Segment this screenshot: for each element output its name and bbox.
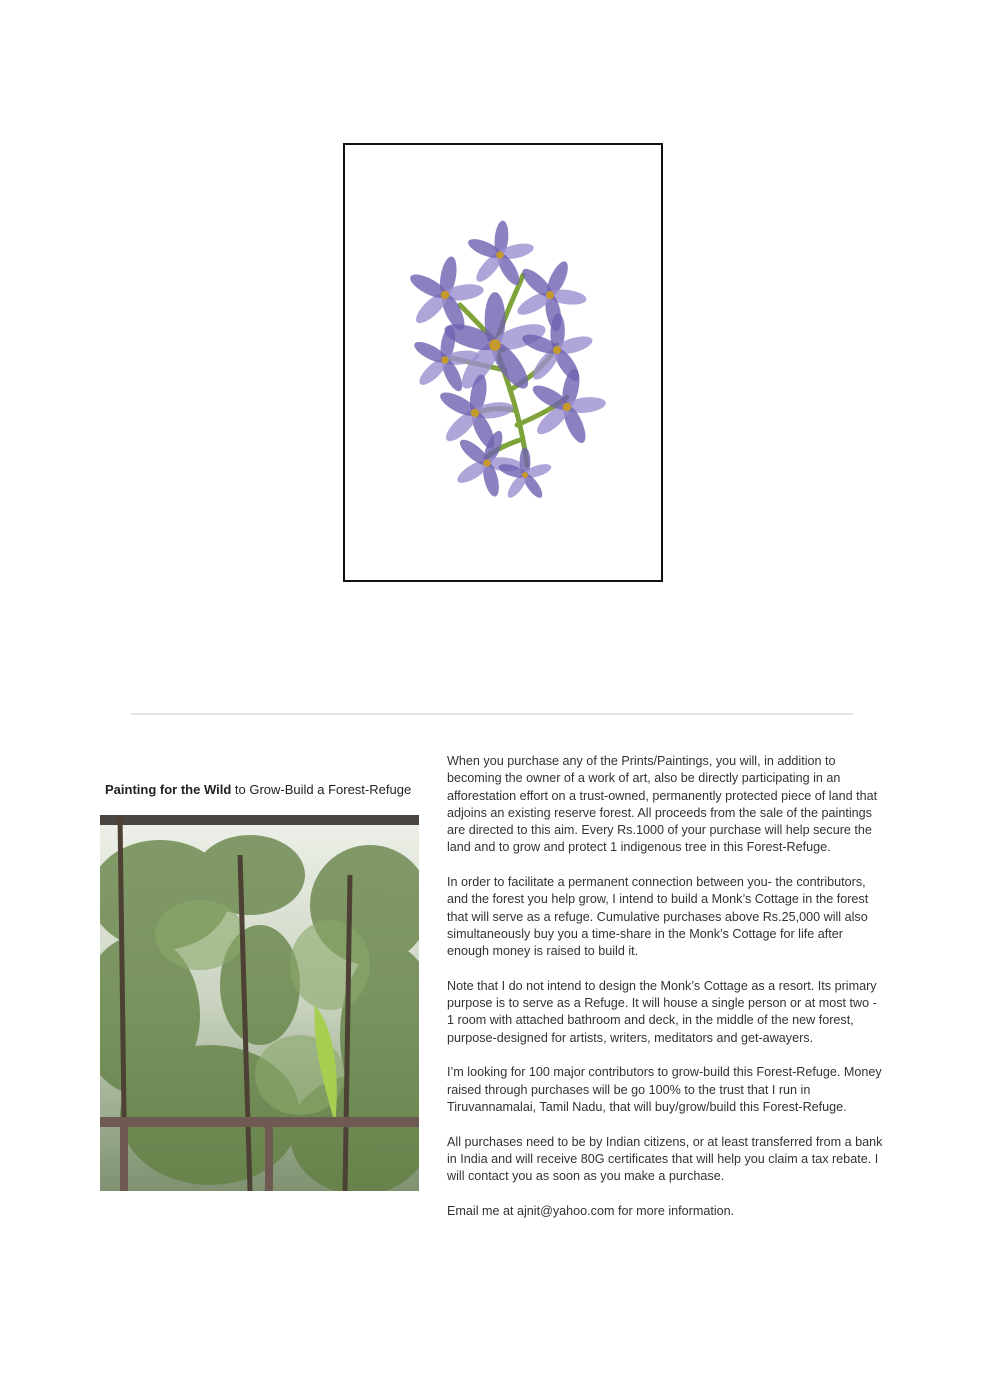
- forest-photo-image: [100, 815, 419, 1191]
- paragraph-refuge-purpose: Note that I do not intend to design the Monk’s Cottage as a resort. Its primary purpose is to serve as a Refuge. It will house a single person or at most two - 1 room with attached bathroom and deck, in the middle of the new forest, purpose-designed for artists, writers, meditators and get-awayers.: [447, 978, 877, 1045]
- flower-painting: [343, 143, 663, 582]
- flower-blossom: [529, 367, 606, 446]
- caption-title: Painting for the Wild: [105, 782, 232, 797]
- description-text: [447, 753, 887, 1237]
- flower-blossom: [514, 259, 587, 333]
- section-divider: [131, 713, 853, 715]
- flower-blossom: [497, 447, 553, 500]
- forest-photo: [100, 815, 419, 1191]
- flower-blossom: [437, 373, 515, 451]
- photo-caption: [105, 782, 425, 797]
- paragraph-contributors: I’m looking for 100 major contributors to grow-build this Forest-Refuge. Money raised through purchases will be go 100% to the trust that I run in Tiruvannamalai, Tamil Nadu, that will buy/grow/build this Forest-Refuge.: [447, 1065, 882, 1114]
- paragraph-citizenship: All purchases need to be by Indian citizens, or at least transferred from a bank in India and will receive 80G certificates that will help you claim a tax rebate. I will contact you as soon as you make a purchase.: [447, 1134, 883, 1184]
- paragraph-contact: Email me at ajnit@yahoo.com for more information.: [447, 1203, 735, 1218]
- caption-subtitle: to Grow-Build a Forest-Refuge: [231, 782, 412, 797]
- flower-painting-image: [345, 145, 661, 580]
- paragraph-monks-cottage: In order to facilitate a permanent connection between you- the contributors, and the forest you help grow, I intend to build a Monk’s Cottage in the forest that will serve as a refuge. Cumulative purchases above Rs.25,000 will also simultaneously buy you a time-share in the Monk’s Cottage for life after enough money is raised to build it.: [447, 875, 869, 959]
- paragraph-purchase: When you purchase any of the Prints/Paintings, you will, in addition to becoming the owner of a work of art, also be directly participating in an afforestation effort on a trust-owned, permanently protected piece of land that adjoins an existing reserve forest. All proceeds from the sale of the paintings are directed to this aim. Every Rs.1000 of your purchase will help secure the land and to grow and protect 1 indigenous tree in this Forest-Refuge.: [447, 754, 878, 855]
